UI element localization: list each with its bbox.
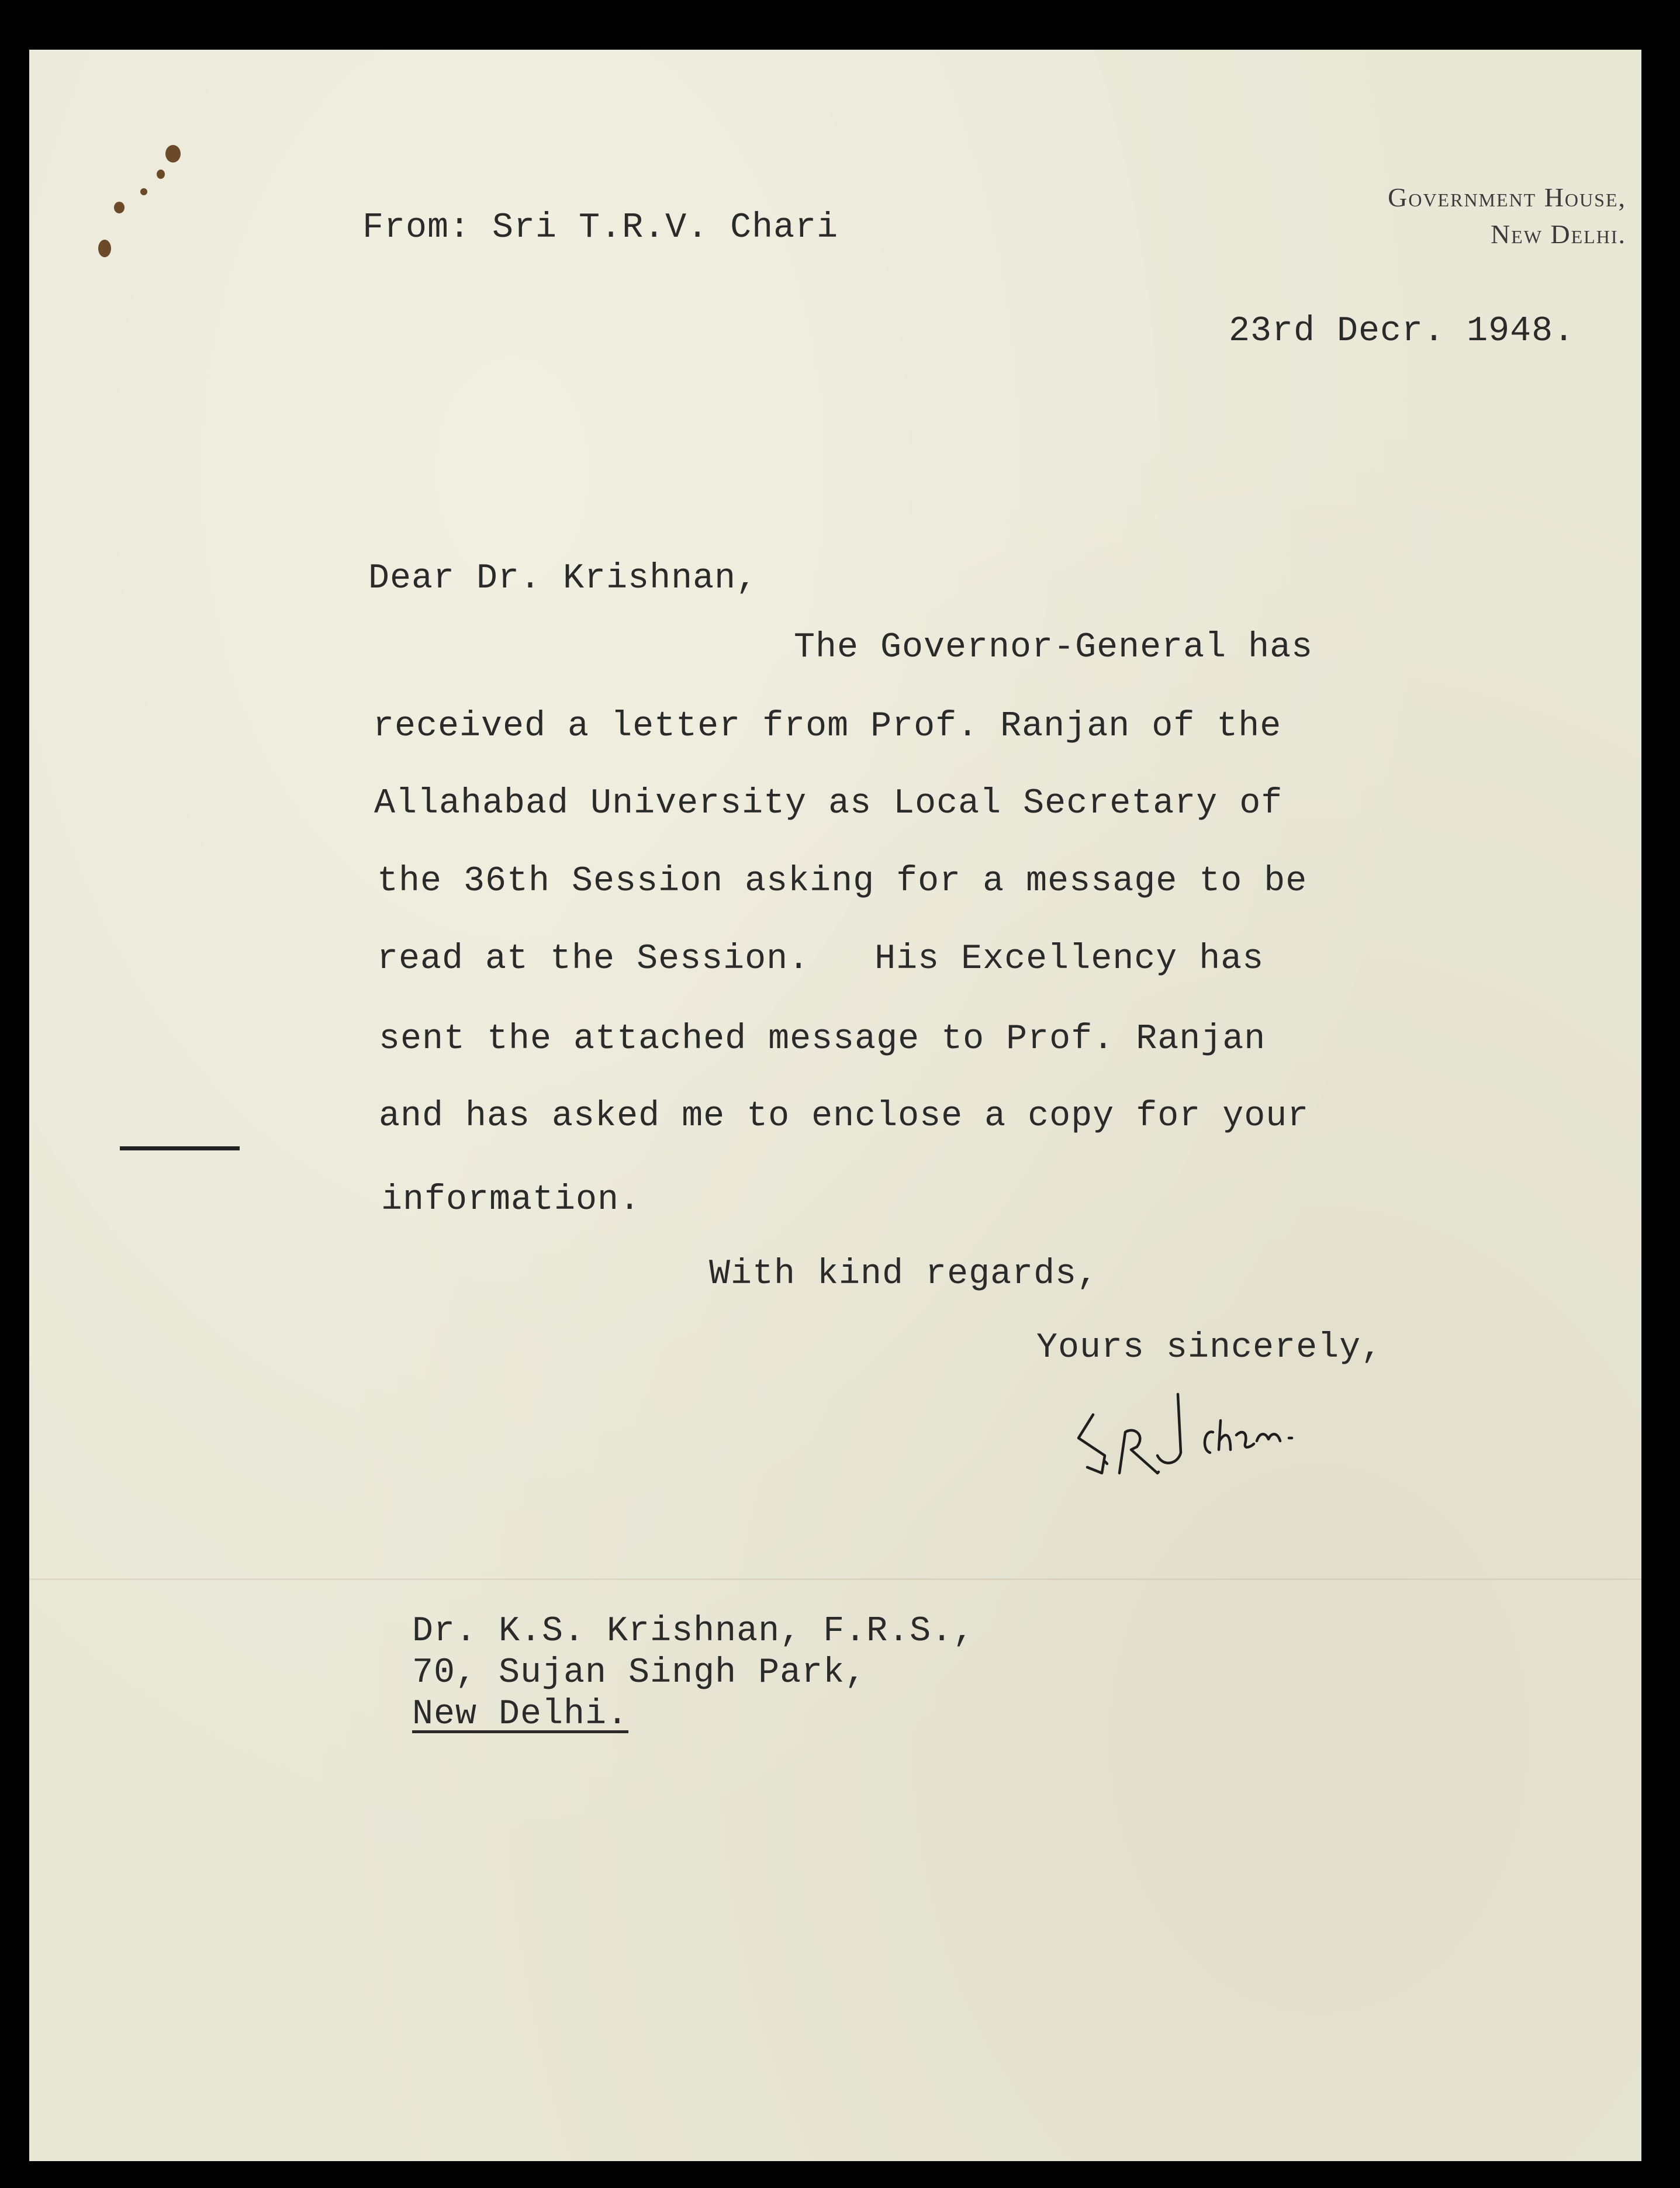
body-line: and has asked me to enclose a copy for your	[379, 1097, 1309, 1136]
address-line-3: New Delhi.	[412, 1695, 629, 1734]
margin-dash-mark	[120, 1146, 240, 1150]
ink-stain	[165, 145, 181, 163]
ink-stain	[114, 202, 125, 213]
valediction: Yours sincerely,	[1036, 1328, 1383, 1368]
ink-stain	[140, 188, 147, 195]
paper-fold	[29, 1578, 1641, 1580]
body-line: received a letter from Prof. Ranjan of the	[373, 707, 1282, 746]
body-line: read at the Session. His Excellency has	[377, 939, 1264, 979]
ink-stain	[157, 170, 165, 179]
body-line: sent the attached message to Prof. Ranjan	[379, 1019, 1266, 1059]
body-line: the 36th Session asking for a message to be	[377, 862, 1308, 901]
body-line: The Governor-General has	[794, 628, 1313, 668]
body-line: information.	[381, 1180, 641, 1220]
address-line-1: Dr. K.S. Krishnan, F.R.S.,	[412, 1612, 975, 1651]
salutation: Dear Dr. Krishnan,	[368, 559, 758, 599]
closing: With kind regards,	[709, 1254, 1099, 1294]
letterhead-line-2: New Delhi.	[1490, 219, 1626, 249]
ink-stain	[98, 240, 111, 257]
address-line-2: 70, Sujan Singh Park,	[412, 1653, 867, 1693]
from-line: From: Sri T.R.V. Chari	[362, 208, 839, 248]
letter-date: 23rd Decr. 1948.	[1229, 312, 1575, 351]
letterhead-line-1: Government House,	[1388, 182, 1626, 212]
body-line: Allahabad University as Local Secretary of	[374, 784, 1283, 824]
signature	[1070, 1385, 1350, 1485]
